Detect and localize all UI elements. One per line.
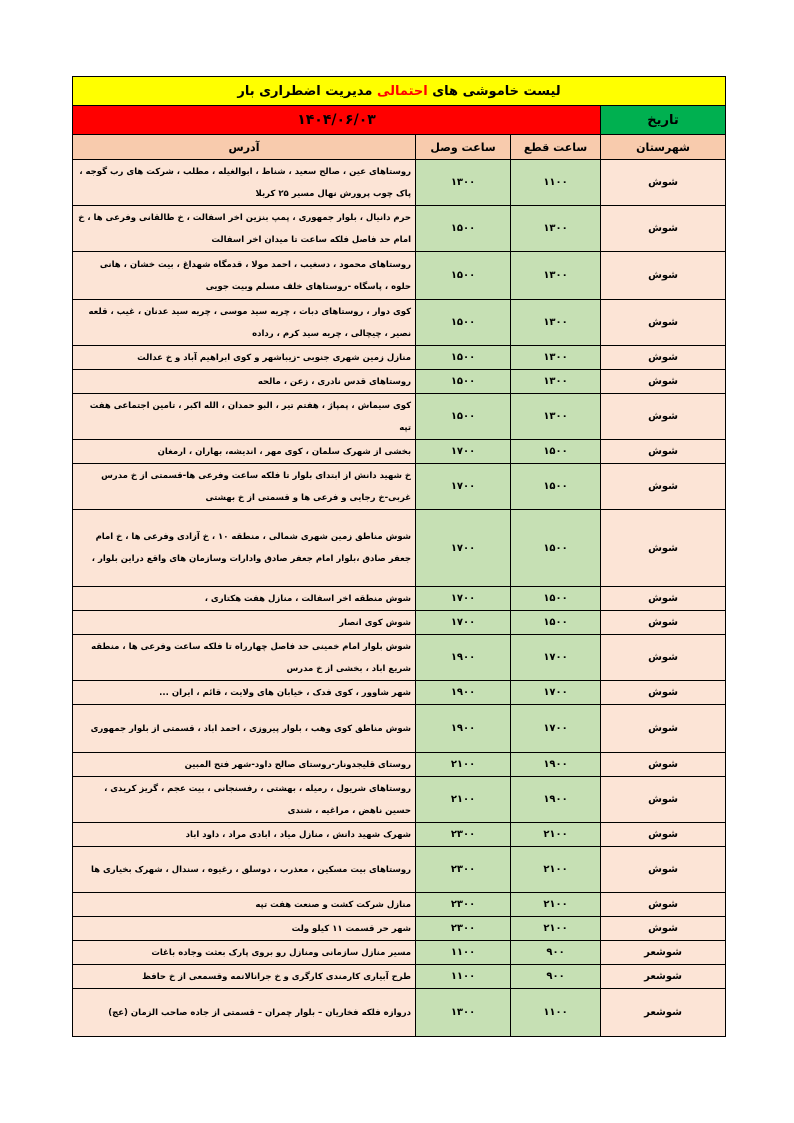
row-address: شوش بلوار امام خمینی حد فاصل چهارراه تا فلکه ساعت وفرعی ها ، منطقه شریع اباد ، بخشی از خ مدرس xyxy=(73,635,416,681)
header-city: شهرستان xyxy=(601,135,726,160)
table-row xyxy=(73,160,726,206)
row-city: شوش xyxy=(601,346,726,370)
row-cut-time: ۹۰۰ xyxy=(511,941,601,965)
row-connect-time: ۱۱۰۰ xyxy=(416,941,511,965)
table-row xyxy=(73,464,726,510)
row-address: شوش مناطق زمین شهری شمالی ، منطقه ۱۰ ، خ آزادی وفرعی ها ، خ امام جعفر صادق ،بلوار امام جعفر صادق وادارات وسازمان های واقع دراین بلوار ، xyxy=(73,510,416,587)
row-connect-time: ۱۵۰۰ xyxy=(416,300,511,346)
row-address: منازل شرکت کشت و صنعت هفت تپه xyxy=(73,893,416,917)
row-city: شوش xyxy=(601,823,726,847)
row-connect-time: ۱۹۰۰ xyxy=(416,635,511,681)
row-cut-time: ۱۷۰۰ xyxy=(511,681,601,705)
header-cut: ساعت قطع xyxy=(511,135,601,160)
row-cut-time: ۱۱۰۰ xyxy=(511,160,601,206)
row-address: حرم دانیال ، بلوار جمهوری ، پمپ بنزین اخر اسفالت ، خ طالقانی وفرعی ها ، خ امام حد فاصل فلکه ساعت تا میدان اخر اسفالت xyxy=(73,206,416,252)
row-address: روستاهای بیت مسکین ، معذرب ، دوسلق ، رغیوه ، سندال ، شهرک بخیاری ها xyxy=(73,847,416,893)
row-city: شوش xyxy=(601,893,726,917)
row-address: روستاهای عین ، صالح سعید ، شناط ، ابوالغیله ، مطلب ، شرکت های رب گوجه ، پاک چوب پرورش نهال مسیر ۲۵ کربلا xyxy=(73,160,416,206)
table-body xyxy=(73,77,726,1037)
table-row xyxy=(73,611,726,635)
table-row xyxy=(73,705,726,753)
row-address: شوش منطقه اخر اسفالت ، منازل هفت هکتاری ، xyxy=(73,587,416,611)
table-row xyxy=(73,893,726,917)
row-address: روستاهای شریول ، رمیله ، بهشتی ، رفسنجانی ، بیت عجم ، گریز کریدی ، حسین ناهض ، مراغیه ، شندی xyxy=(73,777,416,823)
date-label: تاریخ xyxy=(601,106,726,135)
table-row xyxy=(73,681,726,705)
row-address: بخشی از شهرک سلمان ، کوی مهر ، اندیشه، بهاران ، ارمغان xyxy=(73,440,416,464)
row-address: خ شهید دانش از ابتدای بلوار تا فلکه ساعت وفرعی ها-قسمتی از خ مدرس غربی-خ رجایی و فرعی ها و قسمتی از خ بهشتی xyxy=(73,464,416,510)
row-city: شوش xyxy=(601,753,726,777)
table-row xyxy=(73,440,726,464)
row-cut-time: ۱۷۰۰ xyxy=(511,705,601,753)
row-address: روستای قلیجدونار-روستای صالح داود-شهر فتح المبین xyxy=(73,753,416,777)
row-connect-time: ۱۹۰۰ xyxy=(416,681,511,705)
row-cut-time: ۱۳۰۰ xyxy=(511,394,601,440)
table-row xyxy=(73,510,726,587)
title-row xyxy=(73,77,726,106)
row-connect-time: ۱۷۰۰ xyxy=(416,510,511,587)
row-city: شوش xyxy=(601,847,726,893)
row-connect-time: ۱۵۰۰ xyxy=(416,206,511,252)
row-address: کوی سیماش ، پمپاژ ، هفتم تیر ، البو حمدان ، الله اکبر ، تامین اجتماعی هفت تپه xyxy=(73,394,416,440)
row-address: شهرک شهید دانش ، منازل میاد ، ابادی مراد ، داود اباد xyxy=(73,823,416,847)
row-connect-time: ۱۵۰۰ xyxy=(416,252,511,300)
row-city: شوش xyxy=(601,370,726,394)
row-city: شوش xyxy=(601,705,726,753)
row-connect-time: ۱۱۰۰ xyxy=(416,965,511,989)
row-cut-time: ۱۵۰۰ xyxy=(511,611,601,635)
row-cut-time: ۱۵۰۰ xyxy=(511,510,601,587)
row-connect-time: ۱۵۰۰ xyxy=(416,346,511,370)
row-address: شهر حر قسمت ۱۱ کیلو ولت xyxy=(73,917,416,941)
row-address: منازل زمین شهری جنوبی -زیباشهر و کوی ابراهیم آباد و خ عدالت xyxy=(73,346,416,370)
row-cut-time: ۲۱۰۰ xyxy=(511,847,601,893)
row-city: شوش xyxy=(601,510,726,587)
table-row xyxy=(73,777,726,823)
table-row xyxy=(73,206,726,252)
row-city: شوشعر xyxy=(601,989,726,1037)
row-connect-time: ۱۵۰۰ xyxy=(416,370,511,394)
title-pre: لیست خاموشی های xyxy=(432,83,561,99)
table-row xyxy=(73,346,726,370)
table-row xyxy=(73,300,726,346)
row-cut-time: ۱۵۰۰ xyxy=(511,464,601,510)
row-connect-time: ۲۳۰۰ xyxy=(416,823,511,847)
title-highlight: احتمالی xyxy=(376,83,428,99)
outage-table xyxy=(72,76,726,1037)
row-city: شوش xyxy=(601,681,726,705)
row-city: شوش xyxy=(601,777,726,823)
row-city: شوش xyxy=(601,917,726,941)
row-connect-time: ۱۳۰۰ xyxy=(416,160,511,206)
row-cut-time: ۱۱۰۰ xyxy=(511,989,601,1037)
row-connect-time: ۱۳۰۰ xyxy=(416,989,511,1037)
row-connect-time: ۲۳۰۰ xyxy=(416,847,511,893)
row-connect-time: ۱۵۰۰ xyxy=(416,394,511,440)
row-cut-time: ۱۳۰۰ xyxy=(511,300,601,346)
row-address: شوش کوی انصار xyxy=(73,611,416,635)
row-city: شوش xyxy=(601,252,726,300)
row-cut-time: ۱۷۰۰ xyxy=(511,635,601,681)
row-city: شوش xyxy=(601,635,726,681)
row-connect-time: ۱۹۰۰ xyxy=(416,705,511,753)
table-row xyxy=(73,965,726,989)
row-city: شوشعر xyxy=(601,965,726,989)
row-address: مسیر منازل سازمانی ومنازل رو بروی پارک بعثت وجاده باغات xyxy=(73,941,416,965)
table-row xyxy=(73,252,726,300)
row-cut-time: ۲۱۰۰ xyxy=(511,893,601,917)
row-cut-time: ۱۹۰۰ xyxy=(511,777,601,823)
table-row xyxy=(73,370,726,394)
title-post: مدیریت اضطراری بار xyxy=(237,83,373,99)
row-address: شوش مناطق کوی وهب ، بلوار پیروزی ، احمد اباد ، قسمتی از بلوار جمهوری xyxy=(73,705,416,753)
row-cut-time: ۱۵۰۰ xyxy=(511,440,601,464)
table-row xyxy=(73,823,726,847)
row-city: شوش xyxy=(601,160,726,206)
row-address: روستاهای محمود ، دسغیب ، احمد مولا ، قدمگاه شهداغ ، بیت خشان ، هانی حلوه ، پاسگاه -روستاهای خلف مسلم وبیت جویی xyxy=(73,252,416,300)
row-connect-time: ۱۷۰۰ xyxy=(416,440,511,464)
date-value: ۱۴۰۴/۰۶/۰۳ xyxy=(73,106,601,135)
row-address: دروازه فلکه فخاریان – بلوار چمران – قسمتی از جاده صاحب الزمان (عج) xyxy=(73,989,416,1037)
row-connect-time: ۲۱۰۰ xyxy=(416,777,511,823)
row-city: شوش xyxy=(601,394,726,440)
table-row xyxy=(73,917,726,941)
row-cut-time: ۱۳۰۰ xyxy=(511,346,601,370)
row-cut-time: ۱۳۰۰ xyxy=(511,370,601,394)
row-connect-time: ۲۳۰۰ xyxy=(416,917,511,941)
row-cut-time: ۱۳۰۰ xyxy=(511,206,601,252)
table-row xyxy=(73,989,726,1037)
row-connect-time: ۱۷۰۰ xyxy=(416,611,511,635)
table-row xyxy=(73,635,726,681)
header-address: آدرس xyxy=(73,135,416,160)
row-cut-time: ۲۱۰۰ xyxy=(511,917,601,941)
row-city: شوش xyxy=(601,440,726,464)
table-row xyxy=(73,847,726,893)
row-city: شوش xyxy=(601,587,726,611)
row-cut-time: ۲۱۰۰ xyxy=(511,823,601,847)
row-connect-time: ۲۳۰۰ xyxy=(416,893,511,917)
row-city: شوشعر xyxy=(601,941,726,965)
row-connect-time: ۱۷۰۰ xyxy=(416,464,511,510)
row-connect-time: ۲۱۰۰ xyxy=(416,753,511,777)
row-city: شوش xyxy=(601,300,726,346)
row-cut-time: ۱۹۰۰ xyxy=(511,753,601,777)
row-city: شوش xyxy=(601,611,726,635)
table-row xyxy=(73,753,726,777)
header-row xyxy=(73,135,726,160)
row-address: طرح آبیاری کارمندی کارگری و خ جرانالانمه وقسمعی از خ حافظ xyxy=(73,965,416,989)
row-cut-time: ۱۵۰۰ xyxy=(511,587,601,611)
row-address: شهر شاوور ، کوی فدک ، خیابان های ولایت ، قائم ، ایران ... xyxy=(73,681,416,705)
row-address: روستاهای قدس نادری ، زعن ، مالحه xyxy=(73,370,416,394)
row-cut-time: ۹۰۰ xyxy=(511,965,601,989)
row-cut-time: ۱۳۰۰ xyxy=(511,252,601,300)
row-city: شوش xyxy=(601,464,726,510)
table-row xyxy=(73,587,726,611)
row-connect-time: ۱۷۰۰ xyxy=(416,587,511,611)
row-address: کوی دوار ، روستاهای دبات ، چریه سید موسی ، چریه سید عدنان ، غیب ، قلعه نصیر ، چیچالی ، چریه سید کرم ، رداده xyxy=(73,300,416,346)
date-row xyxy=(73,106,726,135)
table-row xyxy=(73,941,726,965)
header-connect: ساعت وصل xyxy=(416,135,511,160)
row-city: شوش xyxy=(601,206,726,252)
table-title xyxy=(73,77,726,106)
table-row xyxy=(73,394,726,440)
